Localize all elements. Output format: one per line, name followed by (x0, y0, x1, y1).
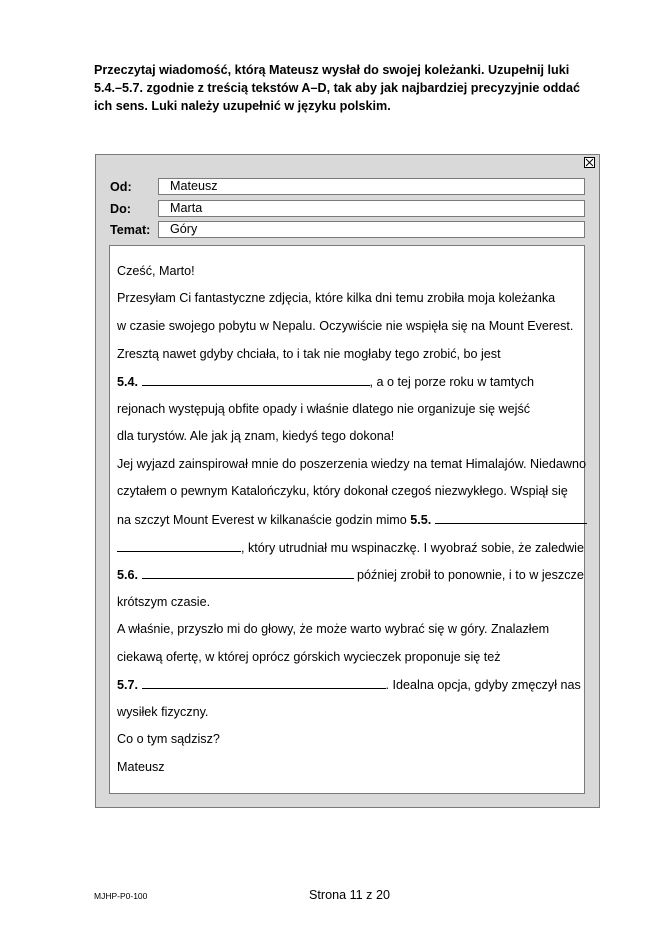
instruction-line: Przeczytaj wiadomość, którą Mateusz wysłał do swojej koleżanki. Uzupełnij luki (94, 63, 570, 77)
body-line: czytałem o pewnym Katalończyku, który dokonał czegoś niezwykłego. Wspiął się (117, 484, 568, 498)
to-label: Do: (110, 202, 131, 216)
gap-number: 5.4. (117, 375, 139, 389)
body-text: , a o tej porze roku w tamtych (369, 375, 535, 389)
body-line-gap-5-4 (117, 374, 534, 389)
body-line: Zresztą nawet gdyby chciała, to i tak nie mogłaby tego zrobić, bo jest (117, 347, 501, 361)
body-line: Co o tym sądzisz? (117, 732, 220, 746)
gap-5-4-blank[interactable] (142, 374, 370, 386)
from-row (96, 177, 599, 198)
subject-row (96, 220, 599, 241)
body-text: , który utrudniał mu wspinaczkę. I wyobraź sobie, że zaledwie (241, 541, 584, 555)
body-line: A właśnie, przyszło mi do głowy, że może warto wybrać się w góry. Znalazłem (117, 622, 550, 636)
body-line-gap-5-7 (117, 677, 581, 692)
page-number: Strona 11 z 20 (309, 888, 390, 902)
from-label: Od: (110, 180, 132, 194)
body-line: w czasie swojego pobytu w Nepalu. Oczywiście nie wspięła się na Mount Everest. (117, 319, 574, 333)
body-line-gap-5-5 (117, 512, 587, 527)
signature: Mateusz (117, 760, 165, 774)
body-line: krótszym czasie. (117, 595, 211, 609)
to-field[interactable]: Marta (158, 200, 585, 217)
gap-5-5-blank-cont[interactable] (117, 540, 241, 552)
gap-number: 5.5. (410, 513, 432, 527)
gap-5-5-blank[interactable] (435, 512, 587, 524)
body-line: rejonach występują obfite opady i właśnie dlatego nie organizuje się wejść (117, 402, 531, 416)
exam-code: MJHP-P0-100 (94, 891, 148, 901)
email-titlebar (96, 155, 599, 170)
instruction-line: 5.4.–5.7. zgodnie z treścią tekstów A–D, tak aby jak najbardziej precyzyjnie oddać (94, 81, 580, 95)
body-line: Jej wyjazd zainspirował mnie do poszerzenia wiedzy na temat Himalajów. Niedawno (117, 457, 586, 471)
body-line: wysiłek fizyczny. (117, 705, 209, 719)
subject-label: Temat: (110, 223, 151, 237)
body-text: na szczyt Mount Everest w kilkanaście godzin mimo (117, 513, 411, 527)
body-text: . Idealna opcja, gdyby zmęczył nas (385, 678, 581, 692)
gap-number: 5.6. (117, 568, 139, 582)
body-line: dla turystów. Ale jak ją znam, kiedyś tego dokona! (117, 429, 395, 443)
body-line: Przesyłam Ci fantastyczne zdjęcia, które kilka dni temu zrobiła moja koleżanka (117, 291, 556, 305)
instruction-line: ich sens. Luki należy uzupełnić w języku polskim. (94, 99, 391, 113)
subject-field[interactable]: Góry (158, 221, 585, 238)
message-body[interactable] (109, 245, 585, 794)
gap-number: 5.7. (117, 678, 139, 692)
gap-5-7-blank[interactable] (142, 677, 386, 689)
greeting: Cześć, Marto! (117, 264, 195, 278)
body-line-gap-5-5-cont (117, 540, 584, 555)
body-line-gap-5-6 (117, 567, 584, 582)
task-instruction (94, 61, 584, 115)
body-line: ciekawą ofertę, w której oprócz górskich wycieczek proponuje się też (117, 650, 501, 664)
body-text: później zrobił to ponownie, i to w jeszcze (353, 568, 584, 582)
gap-5-6-blank[interactable] (142, 567, 354, 579)
to-row (96, 199, 599, 220)
from-field[interactable]: Mateusz (158, 178, 585, 195)
close-icon[interactable] (584, 157, 595, 168)
email-window (95, 154, 600, 808)
